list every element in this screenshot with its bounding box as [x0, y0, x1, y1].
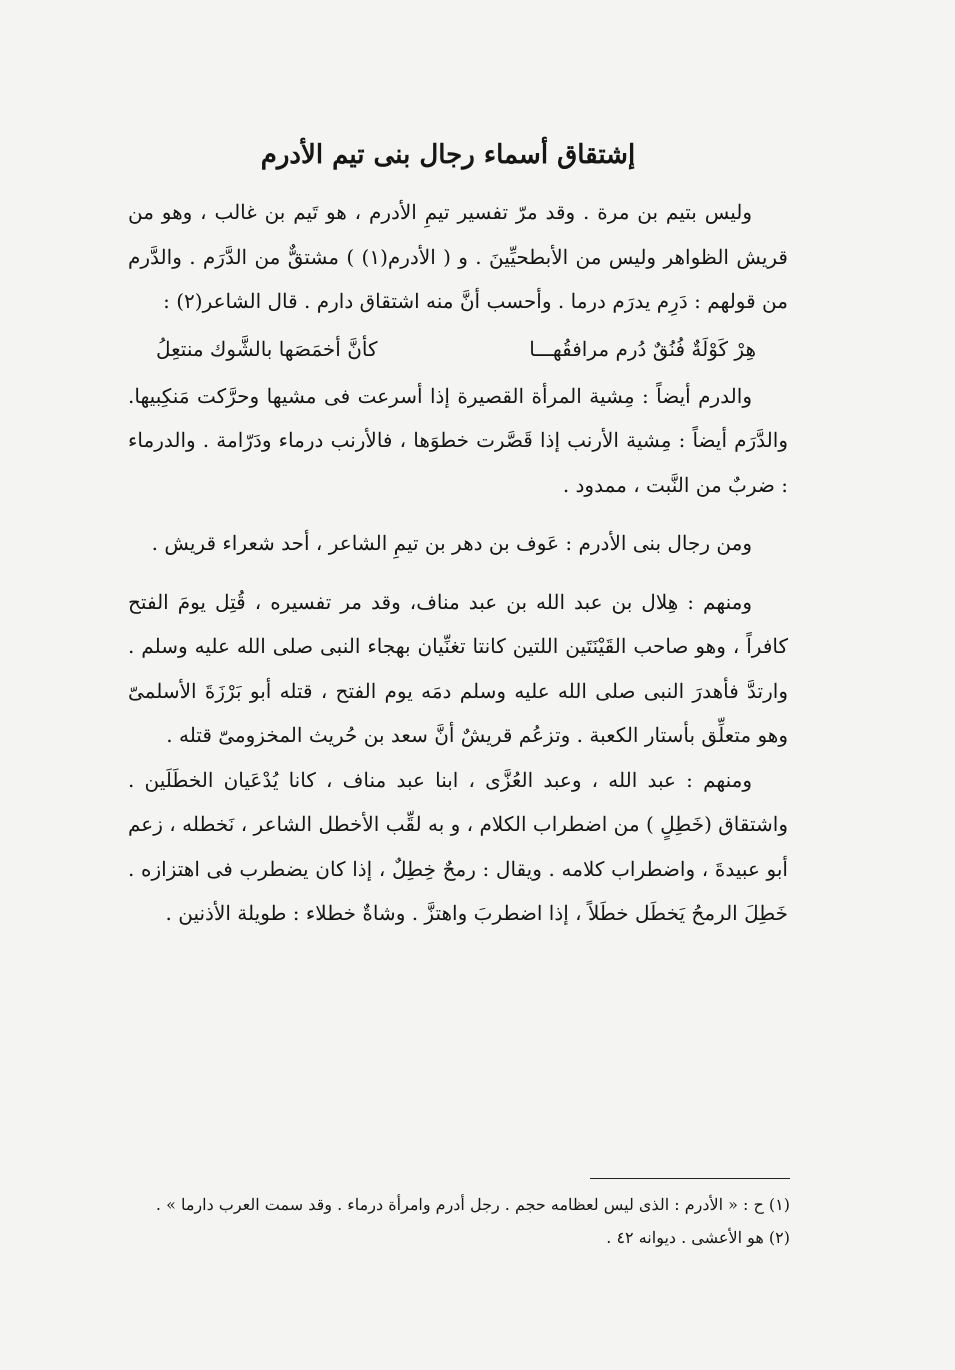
paragraph-2: والدرم أيضاً : مِشية المرأة القصيرة إذا أسرعت فى مشيها وحرَّكت مَنكِبيها. والدَّرَم أيضاً : مِشية الأرنب إذا قَصَّرت خطوَها ، فالأرنب درماء ودَرّامة . والدرماء : ضربٌ من النَّبت ، ممدود . — [128, 383, 788, 497]
footnote-divider — [590, 1178, 790, 1179]
footnote-1: (١) ح : « الأدرم : الذى ليس لعظامه حجم . رجل أدرم وامرأة درماء . وقد سمت العرب دارما » . — [155, 1195, 790, 1214]
footnotes — [128, 1188, 790, 1254]
page-body — [128, 130, 788, 936]
verse-second-hemistich: كأنَّ أخمَصَها بالشَّوك منتعِلُ — [156, 336, 378, 361]
page-title: إشتقاق أسماء رجال بنى تيم الأدرم — [260, 140, 636, 170]
footnote-2: (٢) هو الأعشى . ديوانه ٤٢ . — [606, 1228, 790, 1247]
paragraph-4: ومنهم : هِلال بن عبد الله بن عبد مناف، وقد مر تفسيره ، قُتِل يومَ الفتح كافراً ، وهو صاحب القَيْنَتَين اللتين كانتا تغنِّيان بهجاء النبى صلى الله عليه وسلم . وارتدَّ فأهدرَ النبى صلى الله عليه وسلم دمَه يوم الفتح ، قتله أبو بَرْزَةَ الأسلمىّ وهو متعلِّق بأستار الكعبة . وتزعُم قريشٌ أنَّ سعد بن حُريث المخزومىّ قتله . — [128, 589, 788, 747]
paragraph-3: ومن رجال بنى الأدرم : عَوف بن دهر بن تيمِ الشاعر ، أحد شعراء قريش . — [151, 531, 752, 555]
poem-verse — [128, 324, 788, 374]
paragraph-5: ومنهم : عبد الله ، وعبد العُزَّى ، ابنا عبد مناف ، كانا يُدْعَيان الخطَلَين . واشتقاق (خَطِلٍ ) من اضطراب الكلام ، و به لقِّب الأخطل الشاعر ، نَخطله ، زعم أبو عبيدةَ ، واضطراب كلامه . ويقال : رمحٌ خِطِلٌ ، إذا كان يضطرب فى اهتزازه . خَطِلَ الرمحُ يَخطَل خطَلاً ، إذا اضطربَ واهتزَّ . وشاةٌ خطلاء : طويلة الأذنين . — [128, 767, 788, 925]
paragraph-1: وليس بتيم بن مرة . وقد مرّ تفسير تيمِ الأدرم ، هو تَيم بن غالب ، وهو من قريش الظواهر وليس من الأبطحيِّينَ . و ( الأدرم(١) ) مشتقٌّ من الدَّرَم . والدَّرم من قولهم : دَرِم يدرَم درما . وأحسب أنَّ منه اشتقاق دارم . قال الشاعر(٢) : — [128, 200, 788, 313]
verse-first-hemistich: هِرْ كَوْلَةٌ فُنُقٌ دُرم مرافقُهـــا — [529, 336, 756, 361]
